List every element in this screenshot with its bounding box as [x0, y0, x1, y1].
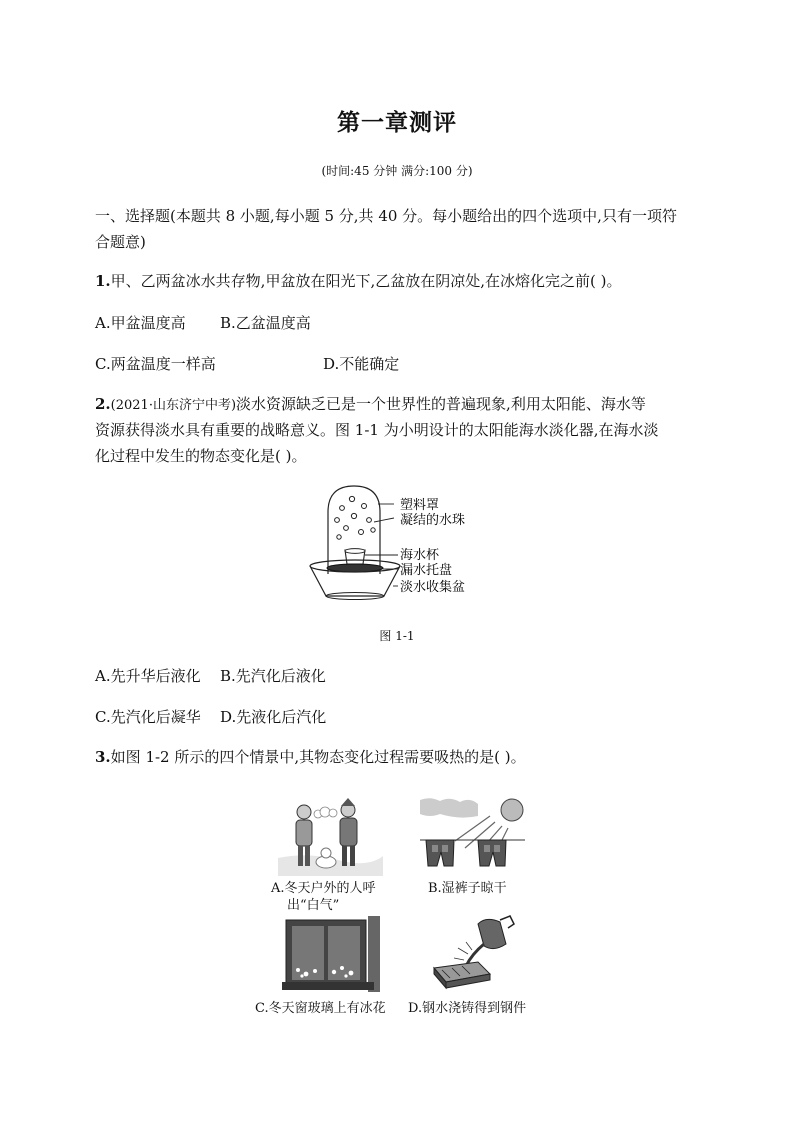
q1-option-b: B.乙盆温度高 [220, 314, 311, 332]
scene-d-caption: D.钢水浇铸得到钢件 [408, 1001, 527, 1016]
q1-option-a: A.甲盆温度高 [95, 314, 186, 332]
question-3 [95, 747, 705, 767]
desalinator-figure [290, 482, 510, 612]
question-number: 2. [95, 395, 111, 413]
question-text: 淡水资源缺乏已是一个世界性的普遍现象,利用太阳能、海水等 [236, 395, 646, 413]
section-heading-line2: 合题意) [95, 233, 146, 251]
label-plastic-cover: 塑料罩 [400, 498, 440, 513]
scene-c-image [282, 916, 382, 992]
q2-option-a: A.先升华后液化 [95, 667, 201, 685]
scene-b-image [420, 796, 525, 871]
scene-c-caption: C.冬天窗玻璃上有冰花 [255, 1001, 386, 1016]
exam-meta: (时间:45 分钟 满分:100 分) [321, 164, 473, 178]
figure-caption: 图 1-1 [379, 629, 415, 643]
drip-tray-shape [327, 564, 383, 572]
question-source: (2021·山东济宁中考) [110, 398, 237, 413]
question-2-line3: 化过程中发生的物态变化是( )。 [95, 447, 307, 465]
q1-option-d: D.不能确定 [323, 355, 400, 373]
scene-a-image [278, 796, 383, 876]
scene-d-image [428, 914, 520, 994]
q2-option-c: C.先汽化后凝华 [95, 708, 201, 726]
q2-option-d: D.先液化后汽化 [220, 708, 327, 726]
page-title: 第一章测评 [337, 110, 457, 136]
label-condensed-droplets: 凝结的水珠 [400, 513, 466, 528]
question-2-line2: 资源获得淡水具有重要的战略意义。图 1-1 为小明设计的太阳能海水淡化器,在海水淡 [95, 421, 659, 439]
question-text: 如图 1-2 所示的四个情景中,其物态变化过程需要吸热的是( )。 [110, 748, 526, 766]
label-seawater-cup: 海水杯 [400, 548, 440, 563]
q2-option-b: B.先汽化后液化 [220, 667, 326, 685]
question-1 [95, 271, 705, 291]
scene-a-caption-line1: A.冬天户外的人呼 [271, 881, 376, 896]
water-droplets [335, 496, 376, 539]
question-number: 3. [95, 748, 111, 766]
question-text: 甲、乙两盆冰水共存物,甲盆放在阳光下,乙盆放在阴凉处,在冰熔化完之前( )。 [110, 272, 622, 290]
q1-option-c: C.两盆温度一样高 [95, 355, 216, 373]
scene-b-caption: B.湿裤子晾干 [428, 881, 507, 896]
question-number: 1. [95, 272, 111, 290]
label-fresh-water-basin: 淡水收集盆 [400, 580, 466, 595]
scene-a-caption-line2: 出“白气” [287, 898, 340, 913]
section-heading-line1: 一、选择题(本题共 8 小题,每小题 5 分,共 40 分。每小题给出的四个选项中,只有一项符 [95, 207, 677, 225]
question-2-line1 [95, 394, 705, 416]
label-drip-tray: 漏水托盘 [400, 563, 453, 578]
